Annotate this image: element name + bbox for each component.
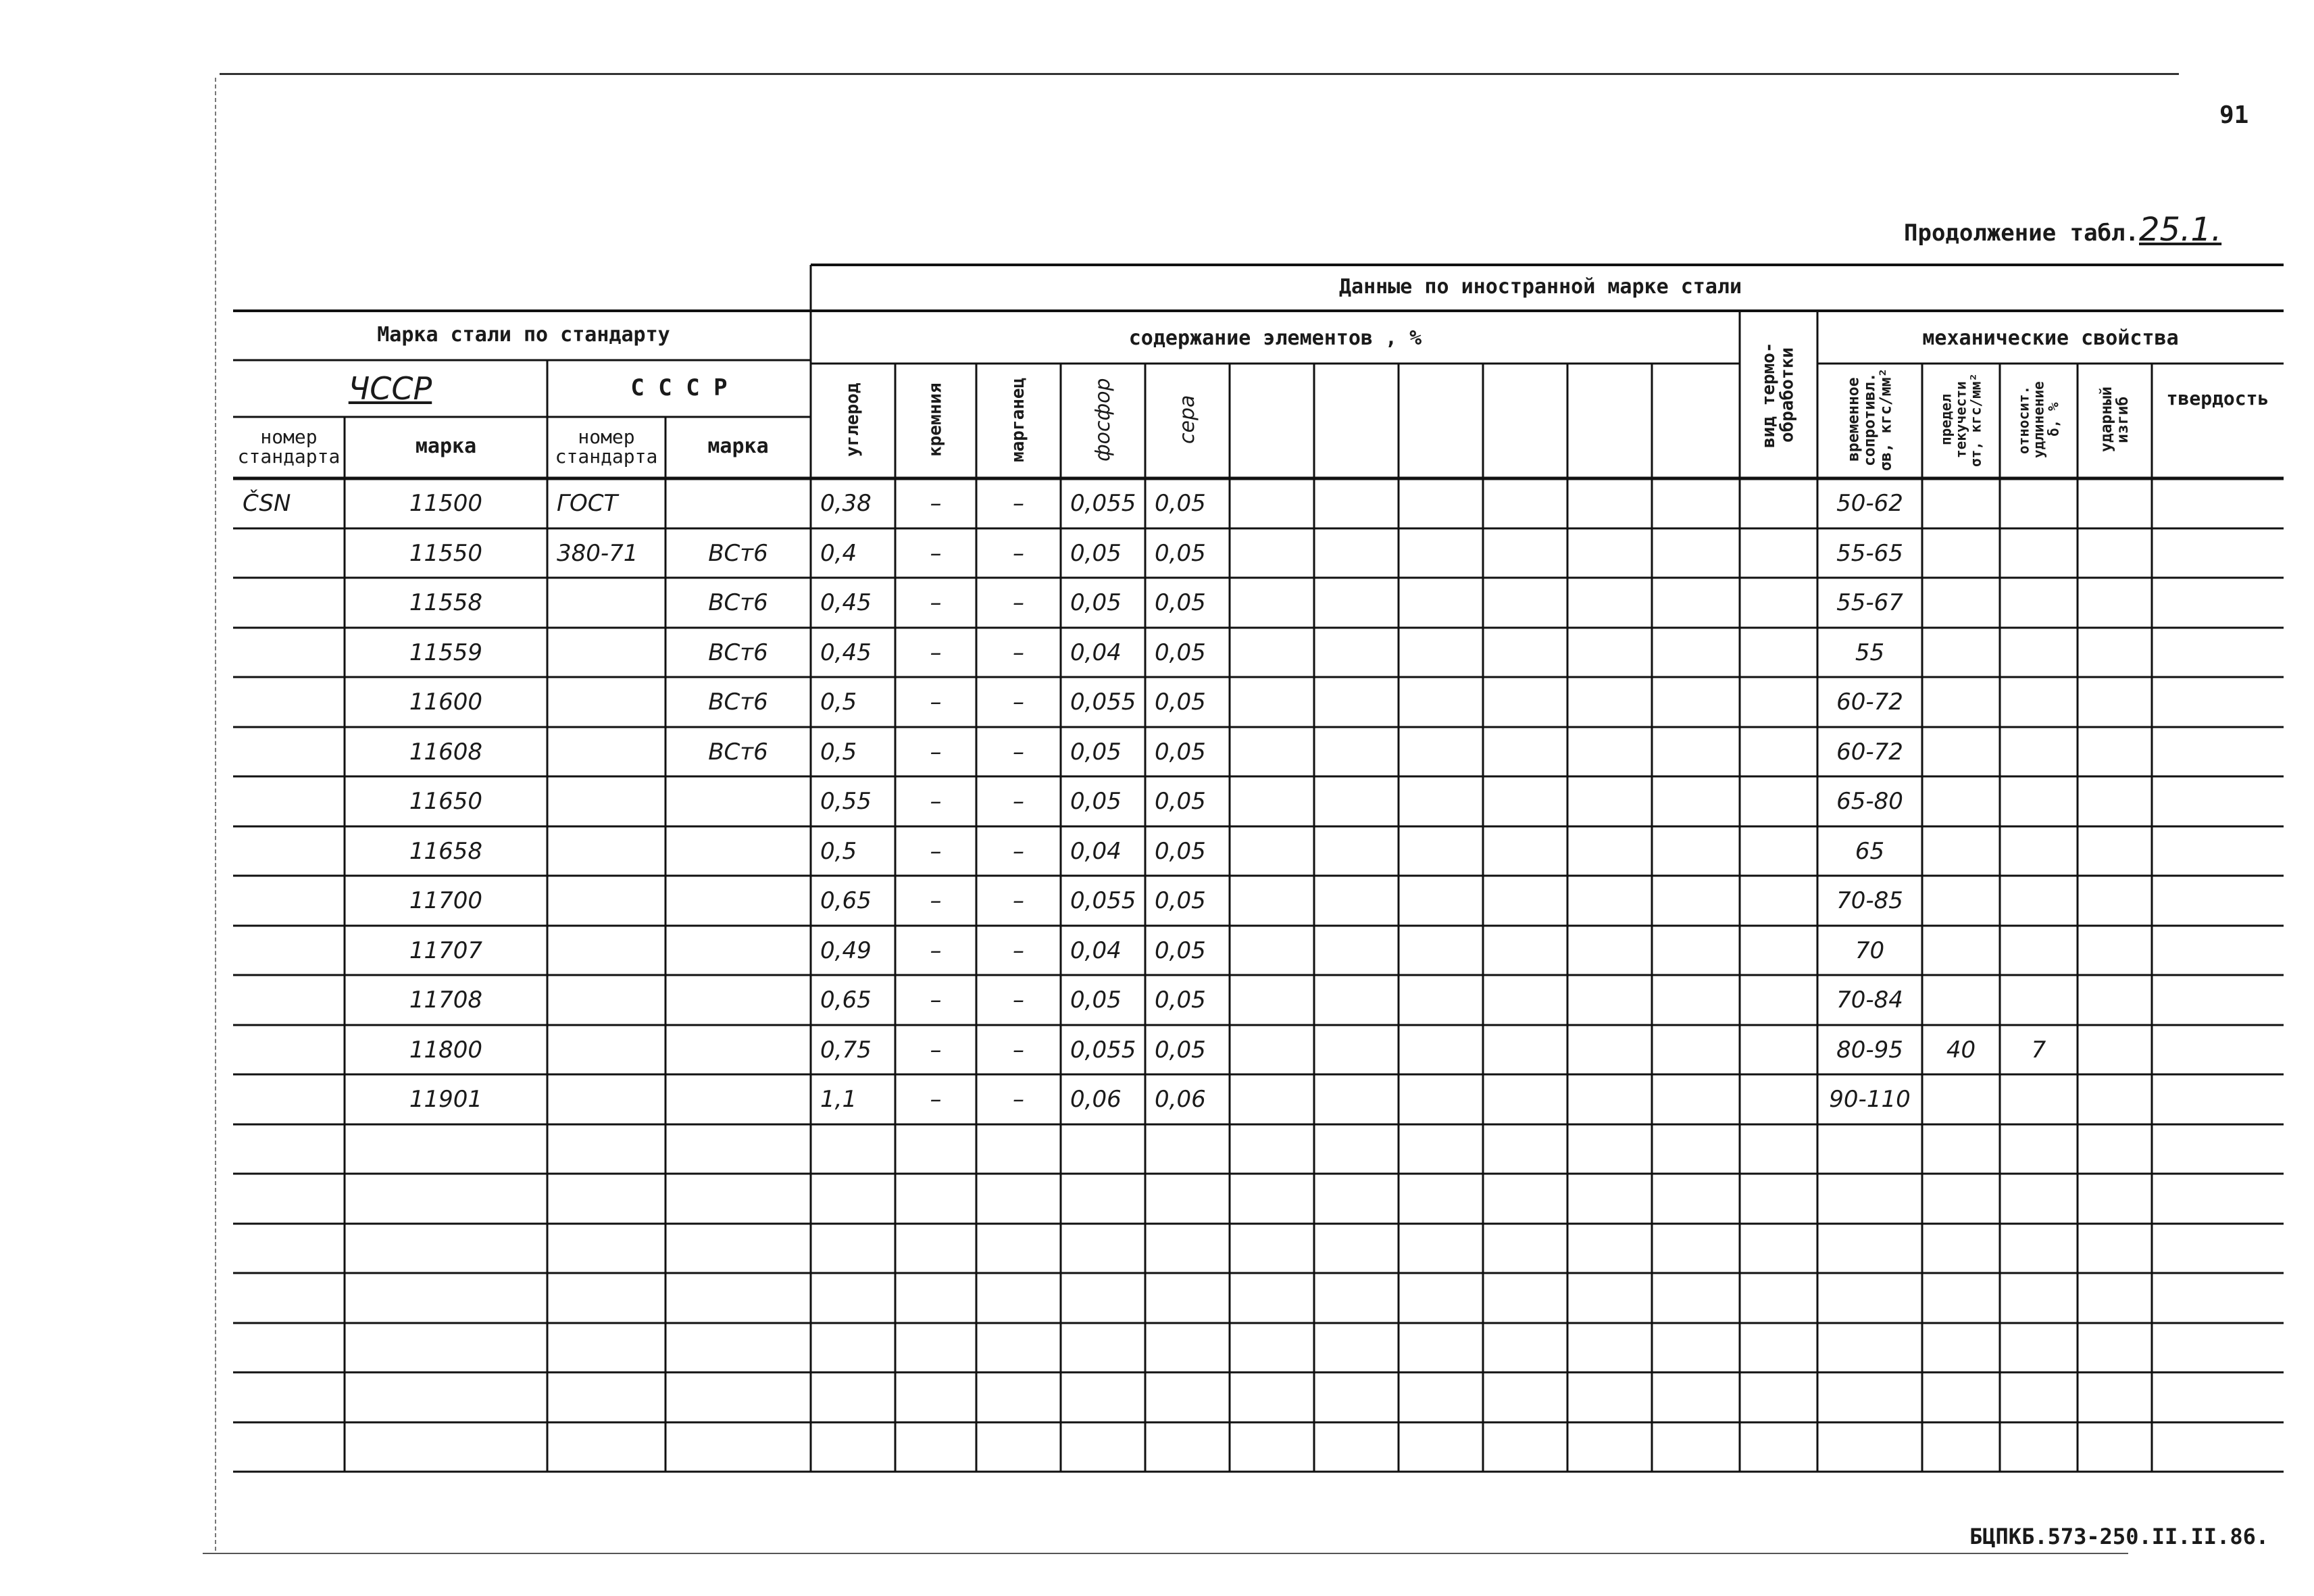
header-country-foreign: ЧССР (348, 370, 432, 407)
cell-ussr-std (547, 926, 665, 976)
cell-silicon: – (930, 838, 942, 865)
cell-sulfur: 0,05 (1155, 689, 1206, 716)
cell-carbon: 0,5 (820, 739, 857, 766)
cell-yield (1922, 926, 2000, 976)
cell-manganese: – (1013, 1037, 1024, 1064)
cell-elongation (2000, 528, 2078, 578)
cell-sulfur: 0,06 (1155, 1086, 1206, 1113)
cell-ussr-std (547, 677, 665, 727)
header-country-ussr: С С С Р (630, 374, 728, 402)
cell-tensile: 70-85 (1836, 887, 1903, 914)
cell-silicon: – (930, 1037, 942, 1064)
cell-elongation (2000, 826, 2078, 876)
cell-sulfur: 0,05 (1155, 540, 1206, 567)
cell-carbon: 0,75 (820, 1037, 872, 1064)
cell-phosphorus: 0,06 (1070, 1086, 1122, 1113)
page-number: 91 (2219, 101, 2249, 129)
header-grade-by-standard: Марка стали по стандарту (377, 323, 670, 347)
header-mechanical-properties: механические свойства (1922, 326, 2179, 351)
cell-carbon: 0,49 (820, 937, 872, 964)
cell-ussr-grade: ВСт6 (708, 689, 768, 716)
cell-ussr-grade (665, 1074, 811, 1124)
cell-silicon: – (930, 887, 942, 914)
cell-yield (1922, 628, 2000, 678)
cell-ussr-std (547, 776, 665, 826)
cell-manganese: – (1013, 639, 1024, 666)
cell-ussr-grade: ВСт6 (708, 540, 768, 567)
cell-manganese: – (1013, 1086, 1024, 1113)
cell-yield (1922, 478, 2000, 528)
cell-foreign-grade: 11800 (409, 1037, 483, 1064)
cell-yield (1922, 578, 2000, 628)
cell-ussr-grade: ВСт6 (708, 639, 768, 666)
cell-foreign-std (233, 926, 345, 976)
cell-foreign-std (233, 677, 345, 727)
cell-manganese: – (1013, 739, 1024, 766)
cell-manganese: – (1013, 987, 1024, 1014)
cell-elongation (2000, 478, 2078, 528)
cell-foreign-grade: 11901 (409, 1086, 483, 1113)
cell-foreign-std (233, 528, 345, 578)
cell-silicon: – (930, 788, 942, 815)
cell-phosphorus: 0,05 (1070, 540, 1122, 567)
cell-foreign-grade: 11708 (409, 987, 483, 1014)
header-carbon: углерод (842, 382, 863, 457)
cell-ussr-std: 380-71 (557, 540, 638, 567)
cell-carbon: 0,5 (820, 689, 857, 716)
cell-foreign-grade: 11658 (409, 838, 483, 865)
cell-foreign-grade: 11650 (409, 788, 483, 815)
continuation-ref: 25.1. (2139, 211, 2222, 249)
header-foreign-data: Данные по иностранной марке стали (1338, 275, 1742, 299)
cell-ussr-grade (665, 1025, 811, 1075)
cell-foreign-grade: 11707 (409, 937, 483, 964)
cell-sulfur: 0,05 (1155, 838, 1206, 865)
cell-yield (1922, 876, 2000, 926)
cell-foreign-std (233, 1025, 345, 1075)
cell-sulfur: 0,05 (1155, 987, 1206, 1014)
cell-ussr-std (547, 1025, 665, 1075)
continuation-prefix: Продолжение табл. (1904, 220, 2139, 247)
cell-silicon: – (930, 639, 942, 666)
header-grade-ussr: марка (707, 434, 769, 459)
cell-ussr-std: ГОСТ (557, 490, 618, 517)
cell-tensile: 60-72 (1836, 689, 1903, 716)
cell-silicon: – (930, 540, 942, 567)
cell-tensile: 70-84 (1836, 987, 1903, 1014)
cell-foreign-std (233, 1074, 345, 1124)
cell-elongation (2000, 677, 2078, 727)
cell-foreign-std (233, 628, 345, 678)
cell-ussr-grade (665, 478, 811, 528)
cell-sulfur: 0,05 (1155, 788, 1206, 815)
cell-carbon: 0,65 (820, 987, 872, 1014)
cell-foreign-grade: 11500 (409, 490, 483, 517)
cell-foreign-grade: 11558 (409, 589, 483, 616)
cell-ussr-std (547, 628, 665, 678)
header-tensile-strength: временное сопротивл. σв, кгс/мм² (1844, 368, 1895, 472)
cell-carbon: 0,38 (820, 490, 872, 517)
cell-elongation (2000, 926, 2078, 976)
cell-foreign-grade: 11559 (409, 639, 483, 666)
cell-sulfur: 0,05 (1155, 1037, 1206, 1064)
cell-foreign-std (233, 826, 345, 876)
cell-manganese: – (1013, 788, 1024, 815)
cell-phosphorus: 0,05 (1070, 589, 1122, 616)
cell-yield (1922, 826, 2000, 876)
cell-ussr-grade (665, 876, 811, 926)
cell-yield (1922, 1074, 2000, 1124)
cell-phosphorus: 0,04 (1070, 639, 1122, 666)
cell-tensile: 50-62 (1836, 490, 1903, 517)
cell-elongation (2000, 1074, 2078, 1124)
cell-ussr-grade: ВСт6 (708, 589, 768, 616)
footer-document-code: БЦПКБ.573-250.II.II.86. (1969, 1524, 2269, 1549)
cell-ussr-grade (665, 975, 811, 1025)
cell-yield (1922, 727, 2000, 777)
cell-carbon: 0,4 (820, 540, 857, 567)
cell-foreign-std (233, 975, 345, 1025)
header-impact-bend: ударный изгиб (2097, 386, 2132, 453)
cell-elongation (2000, 876, 2078, 926)
cell-tensile: 65-80 (1836, 788, 1903, 815)
cell-ussr-std (547, 727, 665, 777)
cell-manganese: – (1013, 937, 1024, 964)
header-std-number-ussr: номер стандарта (555, 425, 658, 468)
cell-carbon: 0,55 (820, 788, 872, 815)
cell-yield (1922, 776, 2000, 826)
cell-tensile: 55 (1855, 639, 1885, 666)
cell-manganese: – (1013, 540, 1024, 567)
cell-phosphorus: 0,04 (1070, 937, 1122, 964)
cell-elongation: 7 (2031, 1037, 2046, 1064)
cell-yield (1922, 677, 2000, 727)
header-hardness: твердость (2166, 387, 2269, 410)
cell-ussr-std (547, 876, 665, 926)
cell-ussr-std (547, 975, 665, 1025)
cell-tensile: 60-72 (1836, 739, 1903, 766)
cell-silicon: – (930, 490, 942, 517)
cell-tensile: 70 (1855, 937, 1885, 964)
cell-sulfur: 0,05 (1155, 490, 1206, 517)
cell-sulfur: 0,05 (1155, 739, 1206, 766)
cell-ussr-std (547, 826, 665, 876)
cell-manganese: – (1013, 490, 1024, 517)
cell-phosphorus: 0,055 (1070, 689, 1136, 716)
cell-phosphorus: 0,05 (1070, 788, 1122, 815)
cell-sulfur: 0,05 (1155, 937, 1206, 964)
cell-carbon: 1,1 (820, 1086, 857, 1113)
cell-carbon: 0,45 (820, 589, 872, 616)
cell-foreign-grade: 11608 (409, 739, 483, 766)
cell-yield: 40 (1946, 1037, 1976, 1064)
cell-sulfur: 0,05 (1155, 589, 1206, 616)
cell-silicon: – (930, 589, 942, 616)
header-silicon: кремния (925, 382, 946, 457)
header-heat-treatment: вид термо- обработки (1759, 342, 1798, 448)
cell-elongation (2000, 975, 2078, 1025)
cell-tensile: 65 (1855, 838, 1885, 865)
cell-phosphorus: 0,055 (1070, 490, 1136, 517)
header-elongation: относит. удлинение δ, % (2015, 381, 2062, 458)
cell-foreign-std (233, 578, 345, 628)
cell-phosphorus: 0,04 (1070, 838, 1122, 865)
cell-tensile: 55-65 (1836, 540, 1903, 567)
header-sulfur: сера (1175, 395, 1199, 445)
header-phosphorus: фосфор (1090, 378, 1115, 462)
cell-sulfur: 0,05 (1155, 639, 1206, 666)
cell-ussr-grade: ВСт6 (708, 739, 768, 766)
cell-yield (1922, 528, 2000, 578)
cell-ussr-std (547, 578, 665, 628)
header-std-number-foreign: номер стандарта (237, 425, 341, 468)
cell-elongation (2000, 776, 2078, 826)
cell-tensile: 80-95 (1836, 1037, 1903, 1064)
cell-carbon: 0,5 (820, 838, 857, 865)
cell-elongation (2000, 628, 2078, 678)
cell-silicon: – (930, 739, 942, 766)
cell-tensile: 55-67 (1836, 589, 1903, 616)
cell-phosphorus: 0,05 (1070, 739, 1122, 766)
cell-carbon: 0,45 (820, 639, 872, 666)
cell-phosphorus: 0,05 (1070, 987, 1122, 1014)
cell-ussr-grade (665, 926, 811, 976)
cell-foreign-std (233, 776, 345, 826)
cell-foreign-grade: 11550 (409, 540, 483, 567)
cell-foreign-std: ČSN (243, 490, 291, 517)
cell-tensile: 90-110 (1829, 1086, 1911, 1113)
cell-foreign-grade: 11600 (409, 689, 483, 716)
cell-ussr-grade (665, 776, 811, 826)
cell-carbon: 0,65 (820, 887, 872, 914)
cell-manganese: – (1013, 589, 1024, 616)
cell-sulfur: 0,05 (1155, 887, 1206, 914)
cell-silicon: – (930, 1086, 942, 1113)
cell-manganese: – (1013, 887, 1024, 914)
cell-silicon: – (930, 689, 942, 716)
cell-manganese: – (1013, 689, 1024, 716)
cell-foreign-grade: 11700 (409, 887, 483, 914)
cell-foreign-std (233, 727, 345, 777)
cell-yield (1922, 975, 2000, 1025)
cell-elongation (2000, 727, 2078, 777)
header-grade-foreign: марка (415, 434, 477, 459)
header-elements-content: содержание элементов , % (1128, 326, 1422, 351)
cell-manganese: – (1013, 838, 1024, 865)
cell-silicon: – (930, 987, 942, 1014)
cell-phosphorus: 0,055 (1070, 887, 1136, 914)
cell-foreign-std (233, 876, 345, 926)
cell-ussr-std (547, 1074, 665, 1124)
cell-silicon: – (930, 937, 942, 964)
cell-ussr-grade (665, 826, 811, 876)
cell-phosphorus: 0,055 (1070, 1037, 1136, 1064)
cell-elongation (2000, 578, 2078, 628)
header-manganese: марганец (1007, 377, 1028, 462)
header-yield-strength: предел текучести σт, кгс/мм² (1938, 372, 1984, 467)
